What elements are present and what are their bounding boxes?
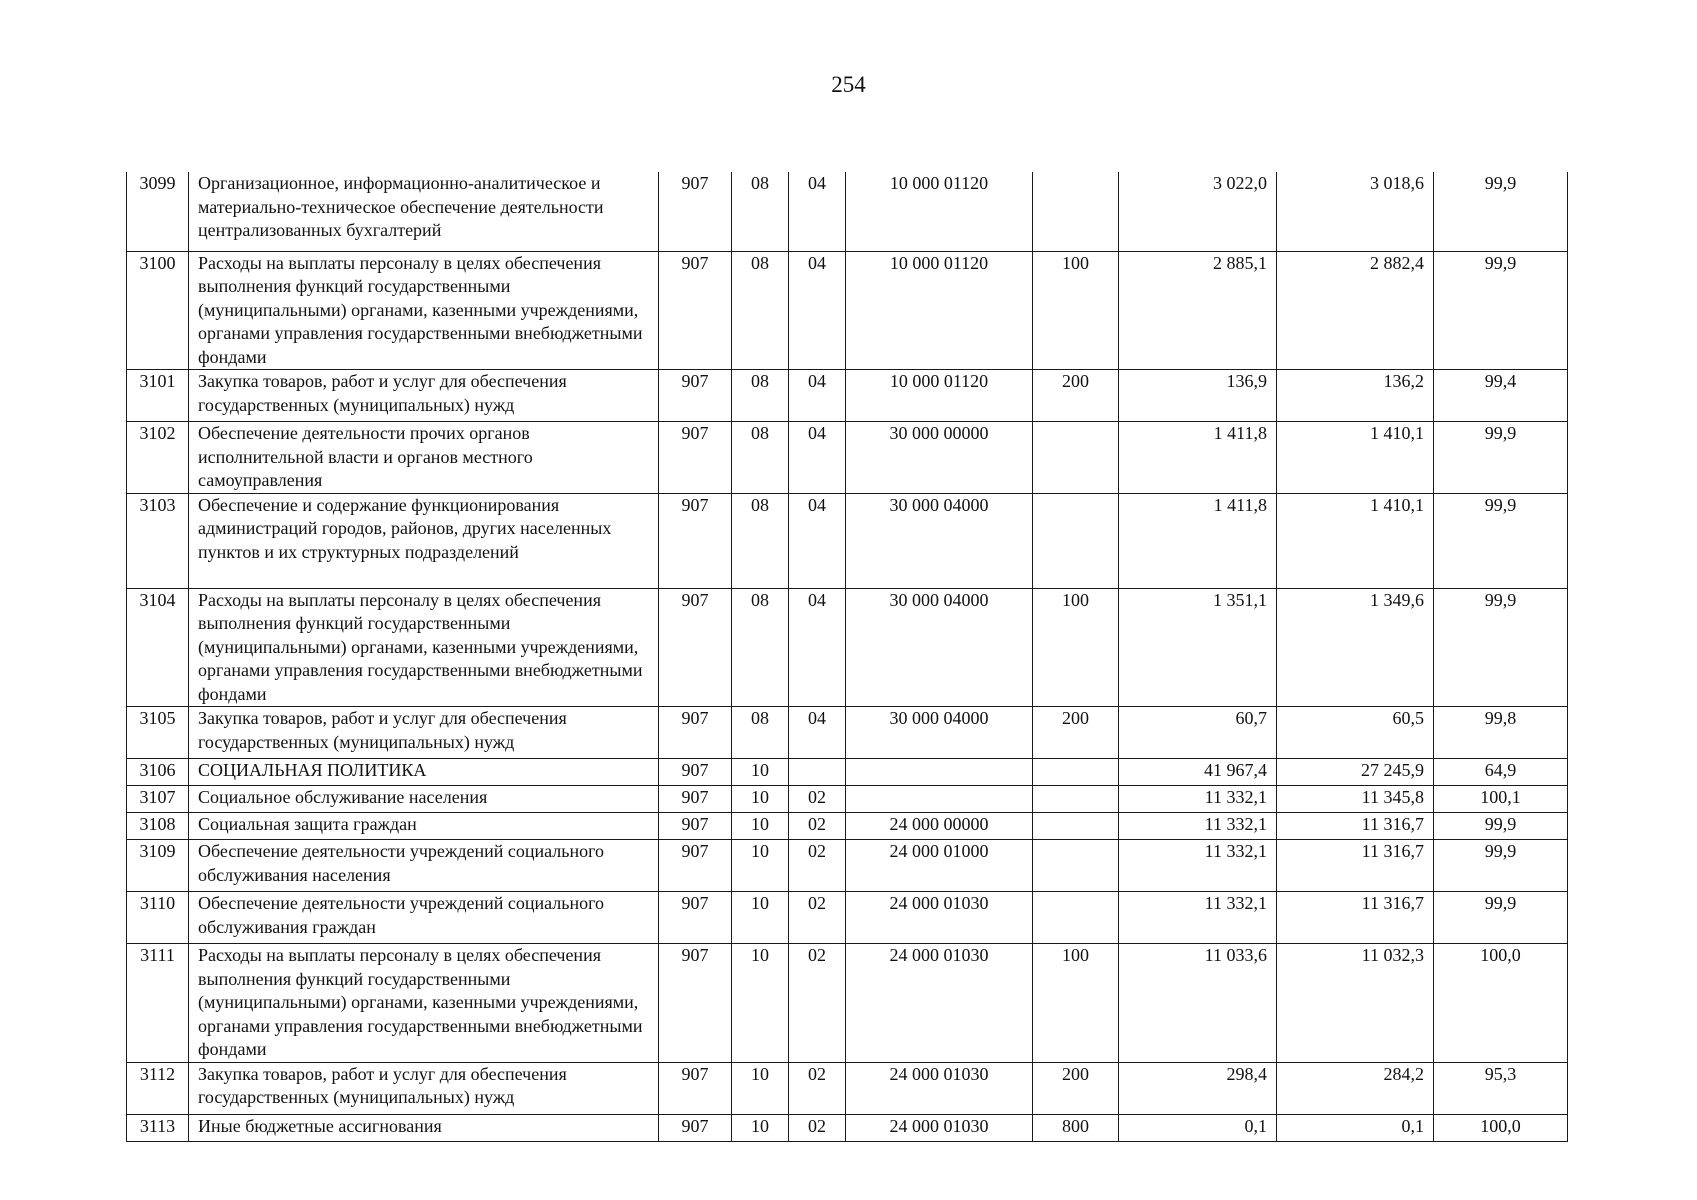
- grbs-code: 907: [659, 588, 732, 707]
- table-row: [127, 944, 1568, 1063]
- subsection-code: 04: [789, 251, 846, 370]
- expense-name: Расходы на выплаты персоналу в целях обеспечения выполнения функций государственными (муниципальными) органами, казенными учреждениями, органами управления государственными внебюджетными фондами: [189, 944, 659, 1063]
- plan-amount: 298,4: [1119, 1062, 1277, 1114]
- target-article-code: 30 000 04000: [846, 588, 1033, 707]
- execution-percent: 99,4: [1434, 370, 1568, 422]
- target-article-code: 24 000 01030: [846, 1114, 1033, 1141]
- target-article-code: 24 000 01000: [846, 840, 1033, 892]
- expense-type-code: [1033, 840, 1119, 892]
- actual-amount: 0,1: [1277, 1114, 1434, 1141]
- target-article-code: 24 000 01030: [846, 892, 1033, 944]
- actual-amount: 2 882,4: [1277, 251, 1434, 370]
- row-number: 3100: [127, 251, 189, 370]
- execution-percent: 100,1: [1434, 786, 1568, 813]
- expense-name: Расходы на выплаты персоналу в целях обеспечения выполнения функций государственными (муниципальными) органами, казенными учреждениями, органами управления государственными внебюджетными фондами: [189, 588, 659, 707]
- grbs-code: 907: [659, 759, 732, 786]
- grbs-code: 907: [659, 172, 732, 251]
- actual-amount: 11 345,8: [1277, 786, 1434, 813]
- actual-amount: 284,2: [1277, 1062, 1434, 1114]
- actual-amount: 136,2: [1277, 370, 1434, 422]
- target-article-code: 24 000 00000: [846, 813, 1033, 840]
- table-row: [127, 813, 1568, 840]
- expense-name: Обеспечение деятельности прочих органов исполнительной власти и органов местного самоуправления: [189, 422, 659, 494]
- execution-percent: 64,9: [1434, 759, 1568, 786]
- section-code: 08: [732, 370, 789, 422]
- row-number: 3112: [127, 1062, 189, 1114]
- actual-amount: 1 410,1: [1277, 422, 1434, 494]
- plan-amount: 1 411,8: [1119, 493, 1277, 588]
- table-row: [127, 840, 1568, 892]
- actual-amount: 11 316,7: [1277, 840, 1434, 892]
- grbs-code: 907: [659, 813, 732, 840]
- actual-amount: 3 018,6: [1277, 172, 1434, 251]
- target-article-code: 30 000 04000: [846, 493, 1033, 588]
- section-code: 10: [732, 944, 789, 1063]
- table-row: [127, 251, 1568, 370]
- expense-type-code: 200: [1033, 1062, 1119, 1114]
- subsection-code: 04: [789, 370, 846, 422]
- table-row: [127, 759, 1568, 786]
- grbs-code: 907: [659, 840, 732, 892]
- subsection-code: 04: [789, 172, 846, 251]
- table-row: [127, 1062, 1568, 1114]
- expense-name: Закупка товаров, работ и услуг для обеспечения государственных (муниципальных) нужд: [189, 1062, 659, 1114]
- expense-name: Закупка товаров, работ и услуг для обеспечения государственных (муниципальных) нужд: [189, 707, 659, 759]
- plan-amount: 11 332,1: [1119, 813, 1277, 840]
- row-number: 3110: [127, 892, 189, 944]
- grbs-code: 907: [659, 1114, 732, 1141]
- plan-amount: 60,7: [1119, 707, 1277, 759]
- subsection-code: 02: [789, 944, 846, 1063]
- row-number: 3104: [127, 588, 189, 707]
- table-row: [127, 370, 1568, 422]
- expense-type-code: [1033, 786, 1119, 813]
- expense-name: Иные бюджетные ассигнования: [189, 1114, 659, 1141]
- target-article-code: [846, 786, 1033, 813]
- expense-type-code: 800: [1033, 1114, 1119, 1141]
- grbs-code: 907: [659, 892, 732, 944]
- grbs-code: 907: [659, 707, 732, 759]
- plan-amount: 3 022,0: [1119, 172, 1277, 251]
- grbs-code: 907: [659, 370, 732, 422]
- section-code: 08: [732, 493, 789, 588]
- plan-amount: 11 332,1: [1119, 786, 1277, 813]
- section-code: 10: [732, 786, 789, 813]
- budget-table: [126, 172, 1568, 1142]
- target-article-code: 24 000 01030: [846, 944, 1033, 1063]
- expense-name: Закупка товаров, работ и услуг для обеспечения государственных (муниципальных) нужд: [189, 370, 659, 422]
- actual-amount: 11 316,7: [1277, 813, 1434, 840]
- actual-amount: 60,5: [1277, 707, 1434, 759]
- expense-name: Социальная защита граждан: [189, 813, 659, 840]
- execution-percent: 99,9: [1434, 493, 1568, 588]
- target-article-code: 30 000 00000: [846, 422, 1033, 494]
- execution-percent: 99,9: [1434, 422, 1568, 494]
- target-article-code: 10 000 01120: [846, 172, 1033, 251]
- actual-amount: 1 349,6: [1277, 588, 1434, 707]
- execution-percent: 99,8: [1434, 707, 1568, 759]
- table-row: [127, 1114, 1568, 1141]
- section-code: 10: [732, 1114, 789, 1141]
- plan-amount: 11 332,1: [1119, 840, 1277, 892]
- execution-percent: 99,9: [1434, 813, 1568, 840]
- section-code: 08: [732, 707, 789, 759]
- subsection-code: 02: [789, 1062, 846, 1114]
- table-row: [127, 422, 1568, 494]
- section-code: 10: [732, 892, 789, 944]
- subsection-code: 04: [789, 422, 846, 494]
- expense-type-code: 100: [1033, 588, 1119, 707]
- execution-percent: 99,9: [1434, 840, 1568, 892]
- table-row: [127, 588, 1568, 707]
- expense-name: Расходы на выплаты персоналу в целях обеспечения выполнения функций государственными (муниципальными) органами, казенными учреждениями, органами управления государственными внебюджетными фондами: [189, 251, 659, 370]
- execution-percent: 100,0: [1434, 944, 1568, 1063]
- subsection-code: 02: [789, 1114, 846, 1141]
- row-number: 3099: [127, 172, 189, 251]
- subsection-code: 04: [789, 707, 846, 759]
- expense-name: Организационное, информационно-аналитическое и материально-техническое обеспечение деятельности централизованных бухгалтерий: [189, 172, 659, 251]
- expense-type-code: [1033, 892, 1119, 944]
- grbs-code: 907: [659, 251, 732, 370]
- expense-type-code: [1033, 422, 1119, 494]
- row-number: 3108: [127, 813, 189, 840]
- plan-amount: 0,1: [1119, 1114, 1277, 1141]
- table-row: [127, 172, 1568, 251]
- plan-amount: 1 411,8: [1119, 422, 1277, 494]
- target-article-code: 30 000 04000: [846, 707, 1033, 759]
- row-number: 3107: [127, 786, 189, 813]
- row-number: 3105: [127, 707, 189, 759]
- expense-type-code: 100: [1033, 251, 1119, 370]
- expense-type-code: [1033, 172, 1119, 251]
- section-code: 10: [732, 759, 789, 786]
- row-number: 3103: [127, 493, 189, 588]
- plan-amount: 41 967,4: [1119, 759, 1277, 786]
- subsection-code: 04: [789, 493, 846, 588]
- plan-amount: 2 885,1: [1119, 251, 1277, 370]
- plan-amount: 1 351,1: [1119, 588, 1277, 707]
- row-number: 3113: [127, 1114, 189, 1141]
- expense-name: Социальное обслуживание населения: [189, 786, 659, 813]
- expense-type-code: [1033, 493, 1119, 588]
- expense-name: Обеспечение деятельности учреждений социального обслуживания граждан: [189, 892, 659, 944]
- subsection-code: 02: [789, 892, 846, 944]
- grbs-code: 907: [659, 422, 732, 494]
- table-row: [127, 493, 1568, 588]
- actual-amount: 27 245,9: [1277, 759, 1434, 786]
- row-number: 3106: [127, 759, 189, 786]
- plan-amount: 11 033,6: [1119, 944, 1277, 1063]
- section-code: 08: [732, 588, 789, 707]
- table-row: [127, 786, 1568, 813]
- section-code: 08: [732, 172, 789, 251]
- expense-name: Обеспечение деятельности учреждений социального обслуживания населения: [189, 840, 659, 892]
- row-number: 3109: [127, 840, 189, 892]
- plan-amount: 11 332,1: [1119, 892, 1277, 944]
- subsection-code: 02: [789, 813, 846, 840]
- row-number: 3102: [127, 422, 189, 494]
- plan-amount: 136,9: [1119, 370, 1277, 422]
- execution-percent: 99,9: [1434, 892, 1568, 944]
- target-article-code: 24 000 01030: [846, 1062, 1033, 1114]
- target-article-code: 10 000 01120: [846, 251, 1033, 370]
- grbs-code: 907: [659, 1062, 732, 1114]
- row-number: 3111: [127, 944, 189, 1063]
- execution-percent: 100,0: [1434, 1114, 1568, 1141]
- target-article-code: [846, 759, 1033, 786]
- grbs-code: 907: [659, 493, 732, 588]
- subsection-code: 02: [789, 840, 846, 892]
- subsection-code: [789, 759, 846, 786]
- section-code: 08: [732, 422, 789, 494]
- actual-amount: 11 032,3: [1277, 944, 1434, 1063]
- table-body: [127, 172, 1568, 1141]
- expense-type-code: 200: [1033, 707, 1119, 759]
- section-code: 08: [732, 251, 789, 370]
- grbs-code: 907: [659, 786, 732, 813]
- execution-percent: 99,9: [1434, 172, 1568, 251]
- actual-amount: 11 316,7: [1277, 892, 1434, 944]
- expense-name: Обеспечение и содержание функционирования администраций городов, районов, других населенных пунктов и их структурных подразделений: [189, 493, 659, 588]
- expense-type-code: 100: [1033, 944, 1119, 1063]
- execution-percent: 99,9: [1434, 588, 1568, 707]
- section-code: 10: [732, 840, 789, 892]
- execution-percent: 99,9: [1434, 251, 1568, 370]
- expense-type-code: 200: [1033, 370, 1119, 422]
- expense-type-code: [1033, 759, 1119, 786]
- subsection-code: 04: [789, 588, 846, 707]
- section-code: 10: [732, 1062, 789, 1114]
- table-row: [127, 707, 1568, 759]
- subsection-code: 02: [789, 786, 846, 813]
- table-row: [127, 892, 1568, 944]
- section-code: 10: [732, 813, 789, 840]
- actual-amount: 1 410,1: [1277, 493, 1434, 588]
- grbs-code: 907: [659, 944, 732, 1063]
- expense-name: СОЦИАЛЬНАЯ ПОЛИТИКА: [189, 759, 659, 786]
- row-number: 3101: [127, 370, 189, 422]
- expense-type-code: [1033, 813, 1119, 840]
- page-number: 254: [831, 72, 866, 97]
- execution-percent: 95,3: [1434, 1062, 1568, 1114]
- target-article-code: 10 000 01120: [846, 370, 1033, 422]
